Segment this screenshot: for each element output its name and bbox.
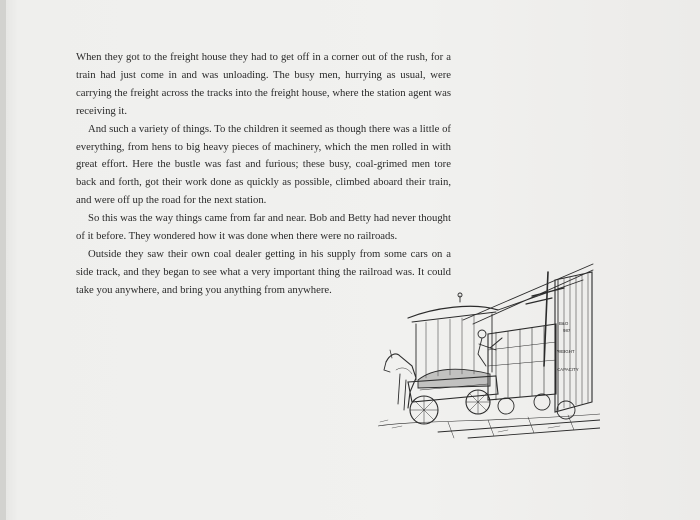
paragraph-4: Outside they saw their own coal dealer getting in his supply from some cars on a side track, and they began to see what a very important thing the railroad was. It could take you anywhere, and bring you anything from anywhere.	[76, 247, 451, 296]
car-lettering-capacity: CAPACITY	[557, 367, 579, 372]
paragraph-3: So this was the way things came from far and near. Bob and Betty had never thought of it before. They wondered how it was done when there were no railroads.	[76, 212, 451, 243]
car-lettering-weight: WEIGHT	[557, 349, 575, 354]
car-lettering-number: 987	[563, 328, 571, 333]
page-spine-shadow	[0, 0, 6, 520]
coal-wagon-illustration	[378, 262, 600, 440]
car-lettering-road: B&O	[559, 321, 569, 326]
paragraph-1: When they got to the freight house they had to get off in a corner out of the rush, for a train had just come in and was unloading. The busy men, hurrying as usual, were carrying the freight across the tracks into the freight house, where the station agent was receiving it.	[76, 51, 451, 117]
coal-wagon-and-freight-car-illustration-icon	[378, 262, 600, 440]
paragraph-2: And such a variety of things. To the children it seemed as though there was a little of everything, from hens to big heavy pieces of machinery, which the men rolled in with great effort. Here the bustle was fast and furious; these busy, coal-grimed men tore back and forth, got their work done as quickly as possible, climbed aboard their train, and were off up the road for the next station.	[76, 122, 451, 207]
